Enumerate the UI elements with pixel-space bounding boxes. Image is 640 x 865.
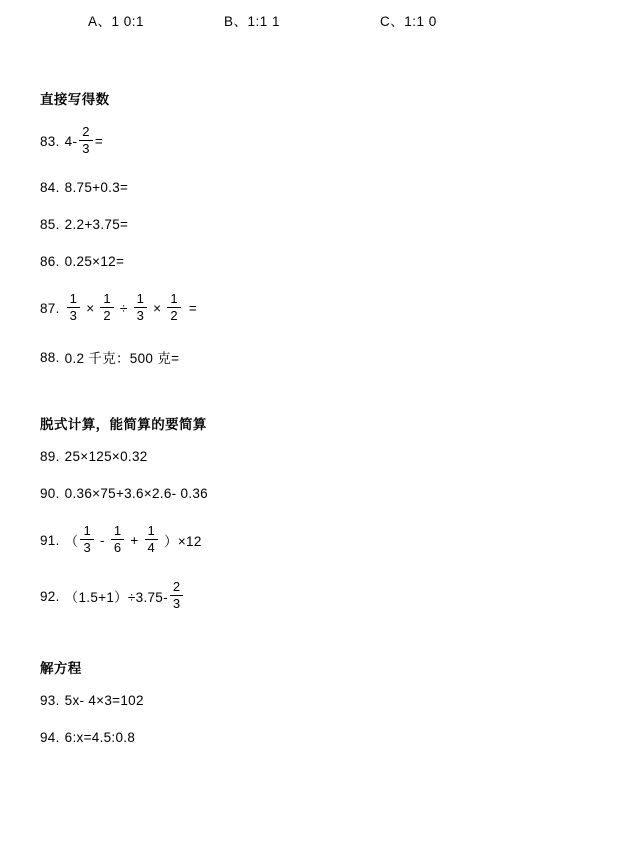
problem-92 [40, 579, 600, 613]
spacer [40, 158, 600, 180]
denominator: 3 [172, 595, 181, 611]
denominator: 3 [136, 307, 145, 323]
problem-number: 89. [40, 449, 60, 464]
numerator: 2 [82, 123, 90, 139]
numerator: 1 [83, 522, 92, 538]
operator: ÷ [119, 300, 128, 316]
problem-number: 86. [40, 254, 60, 269]
problem-90 [40, 486, 600, 501]
numerator: 2 [172, 578, 181, 594]
problem-85 [40, 217, 600, 232]
fraction [80, 524, 94, 554]
numerator: 1 [113, 522, 122, 538]
operator: - [100, 532, 105, 548]
problem-number: 90. [40, 486, 60, 501]
spacer [40, 433, 600, 449]
problem-number: 92. [40, 588, 60, 604]
problem-text: 4- [64, 133, 78, 149]
problem-text: 5x- 4×3=102 [64, 693, 144, 708]
fraction [167, 292, 181, 322]
denominator: 3 [82, 140, 90, 156]
spacer [40, 325, 600, 347]
denominator: 3 [69, 307, 78, 323]
fraction [67, 292, 81, 322]
spacer [40, 501, 600, 523]
operator: × [86, 300, 95, 316]
fraction [79, 125, 93, 155]
section-title-solve-equations: 解方程 [40, 661, 82, 676]
numerator: 1 [69, 290, 78, 306]
problem-text-end: = [188, 300, 198, 316]
problem-text: 0.36×75+3.6×2.6- 0.36 [64, 486, 208, 501]
problem-89 [40, 449, 600, 464]
denominator: 6 [113, 539, 122, 555]
numerator: 1 [136, 290, 145, 306]
spacer [40, 367, 600, 413]
problem-84 [40, 180, 600, 195]
spacer [40, 269, 600, 291]
numerator: 1 [170, 290, 178, 306]
spacer [40, 195, 600, 217]
problem-text: 25×125×0.32 [64, 449, 148, 464]
choice-option-a: A、1 0:1 [88, 14, 145, 29]
multiple-choice-options [40, 0, 600, 36]
problem-number: 88. [40, 349, 60, 365]
denominator: 2 [103, 307, 111, 323]
problem-text: 0.2 千克：500 克= [64, 351, 180, 366]
problem-number: 84. [40, 180, 60, 195]
spacer [40, 36, 600, 88]
problem-83 [40, 124, 600, 158]
problem-91 [40, 523, 600, 557]
fraction [111, 524, 125, 554]
problem-number: 94. [40, 730, 60, 745]
spacer [40, 613, 600, 657]
problem-number: 93. [40, 693, 60, 708]
problem-86 [40, 254, 600, 269]
spacer [40, 557, 600, 579]
spacer [40, 708, 600, 730]
spacer [40, 677, 600, 693]
denominator: 2 [170, 307, 178, 323]
choice-option-c: C、1:1 0 [380, 14, 437, 29]
operator: × [153, 300, 162, 316]
problem-number: 85. [40, 217, 60, 232]
fraction [134, 292, 148, 322]
problem-94 [40, 730, 600, 745]
problem-text-end: = [94, 133, 103, 149]
problem-text-end: ）×12 [164, 534, 202, 549]
problem-text: 0.25×12= [64, 254, 125, 269]
denominator: 3 [83, 539, 92, 555]
spacer [40, 232, 600, 254]
problem-text: （1.5+1）÷3.75- [64, 590, 168, 605]
numerator: 1 [103, 290, 111, 306]
numerator: 1 [147, 522, 156, 538]
problem-text: 2.2+3.75= [64, 217, 129, 232]
problem-text: （ [64, 534, 79, 549]
problem-text: 8.75+0.3= [64, 180, 129, 195]
problem-number: 91. [40, 532, 60, 548]
problem-88 [40, 347, 600, 367]
problem-text: 6:x=4.5:0.8 [64, 730, 136, 745]
fraction [145, 524, 159, 554]
problem-87 [40, 291, 600, 325]
fraction [170, 580, 184, 610]
choice-option-b: B、1:1 1 [224, 14, 281, 29]
spacer [40, 108, 600, 124]
denominator: 4 [147, 539, 156, 555]
section-title-expression-calculation: 脱式计算，能简算的要简算 [40, 417, 207, 432]
spacer [40, 464, 600, 486]
problem-number: 83. [40, 133, 60, 149]
section-title-direct-answers: 直接写得数 [40, 92, 110, 107]
fraction [100, 292, 114, 322]
operator: + [130, 532, 139, 548]
problem-number: 87. [40, 300, 60, 316]
problem-93 [40, 693, 600, 708]
